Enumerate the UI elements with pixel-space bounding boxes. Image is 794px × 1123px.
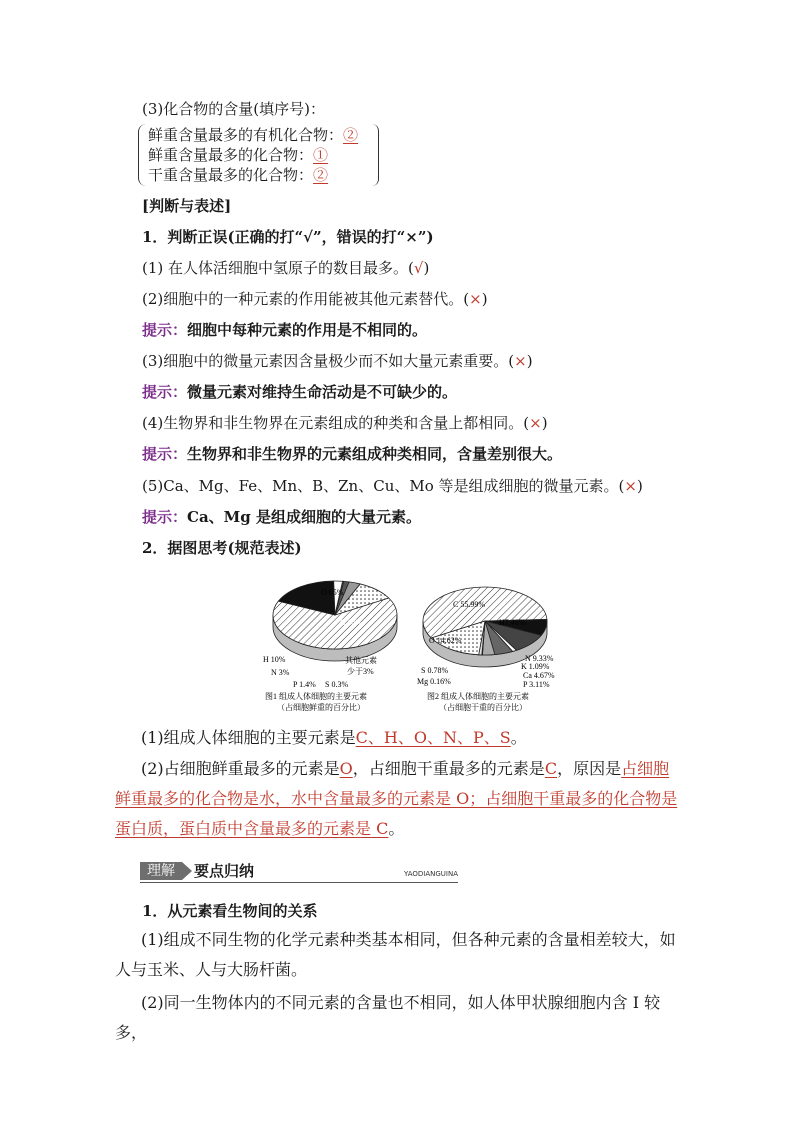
compound-heading: (3)化合物的含量(填序号)： [142, 100, 325, 118]
pie1-label-h: H 10% [263, 655, 286, 664]
answer-1: (1)组成人体细胞的主要元素是C、H、O、N、P、S。 [141, 728, 527, 747]
compound-answer-1: ② [343, 126, 359, 144]
summary-subtitle: YAODIANGUINA [403, 870, 458, 878]
tip-label: 提示： [142, 508, 188, 526]
summary-p1: (1)组成不同生物的化学元素种类基本相同，但各种元素的含量相差较大，如 人与玉米、人与大肠杆菌。 [115, 930, 676, 979]
pie1-label-s: S 0.3% [325, 680, 349, 689]
judge-item-5: (5)Ca、Mg、Fe、Mn、B、Zn、Cu、Mo 等是组成细胞的微量元素。(×) [142, 477, 643, 495]
judge-mark-2: × [469, 290, 482, 308]
judge-item-3: (3)细胞中的微量元素因含量极少而不如大量元素重要。(×) [142, 352, 533, 370]
pie2-label-c: C 55.99% [453, 600, 485, 609]
right-brace [372, 124, 379, 186]
left-brace [138, 124, 147, 186]
judge-mark-4: × [529, 414, 542, 432]
pie1-caption-1: 图1 组成人体细胞的主要元素 [265, 692, 367, 701]
pie2-label-mg: Mg 0.16% [417, 677, 451, 686]
tip-2: 提示：细胞中每种元素的作用是不相同的。 [142, 321, 428, 339]
pie1-label-other-2: 少于3% [347, 667, 374, 676]
pie2-label-n: N 9.33% [525, 654, 554, 663]
pie2-caption-2: （占细胞干重的百分比） [439, 703, 527, 712]
pie2-label-s: S 0.78% [421, 666, 449, 675]
element-pie-figure [255, 565, 575, 715]
pie2-label-o: O 14.62% [429, 636, 462, 645]
compound-item-3: 干重含量最多的化合物：② [148, 166, 329, 184]
summary-p2: (2)同一生物体内的不同元素的含量也不相同，如人体甲状腺细胞内含 I 较多， [115, 993, 661, 1042]
judge-bracket-title: [判断与表述] [142, 197, 232, 215]
summary-s1-title: 1．从元素看生物间的关系 [142, 902, 318, 920]
judge-item-2: (2)细胞中的一种元素的作用能被其他元素替代。(×) [142, 290, 488, 308]
compound-answer-2: ① [313, 146, 329, 164]
tip-3: 提示：微量元素对维持生命活动是不可缺少的。 [142, 383, 458, 401]
answer-2: (2)占细胞鲜重最多的元素是O，占细胞干重最多的元素是C，原因是占细胞 鲜重最多的化合物是水，水中含量最多的元素是 O；占细胞干重最多的化合物是 蛋白质，蛋白质中含量最多的元素是 C。 [115, 759, 678, 838]
pie1-label-p: P 1.4% [293, 680, 316, 689]
tip-label: 提示： [142, 321, 188, 339]
judge-mark-3: × [514, 352, 527, 370]
summary-rule [140, 882, 458, 883]
tip-label: 提示： [142, 383, 188, 401]
compound-answer-3: ② [313, 166, 329, 184]
compound-item-1: 鲜重含量最多的有机化合物：② [148, 126, 359, 144]
pie1-label-c: C 18% [340, 618, 362, 627]
pie1-label-o: O 65% [321, 588, 344, 597]
pie2-label-k: K 1.09% [521, 662, 550, 671]
q1-title: 1．判断正误(正确的打“√”，错误的打“×”) [142, 228, 434, 246]
summary-title: 要点归纳 [194, 862, 255, 880]
q2-title: 2．据图思考(规范表述) [142, 539, 302, 557]
pie1-label-n: N 3% [271, 668, 290, 677]
summary-tag: 理解 [140, 862, 182, 880]
summary-section-bar [140, 862, 458, 882]
answer-1-value: C、H、O、N、P、S [355, 728, 511, 747]
tip-4: 提示：生物界和非生物界的元素组成种类相同，含量差别很大。 [142, 445, 563, 463]
pie2-label-h: H7.46% [499, 618, 526, 627]
pie2-caption-1: 图2 组成人体细胞的主要元素 [427, 692, 529, 701]
judge-mark-1: √ [413, 259, 424, 277]
pie1-caption-2: （占细胞鲜重的百分比） [277, 703, 365, 712]
judge-item-1: (1) 在人体活细胞中氢原子的数目最多。(√) [142, 259, 430, 277]
tip-5: 提示：Ca、Mg 是组成细胞的大量元素。 [142, 508, 421, 526]
pie2-label-p: P 3.11% [523, 680, 550, 689]
compound-item-2: 鲜重含量最多的化合物：① [148, 146, 329, 164]
pie1-label-other-1: 其他元素 [345, 656, 377, 665]
judge-mark-5: × [624, 477, 637, 495]
tip-label: 提示： [142, 445, 188, 463]
pie2-label-ca: Ca 4.67% [523, 671, 555, 680]
judge-item-4: (4)生物界和非生物界在元素组成的种类和含量上都相同。(×) [142, 414, 548, 432]
